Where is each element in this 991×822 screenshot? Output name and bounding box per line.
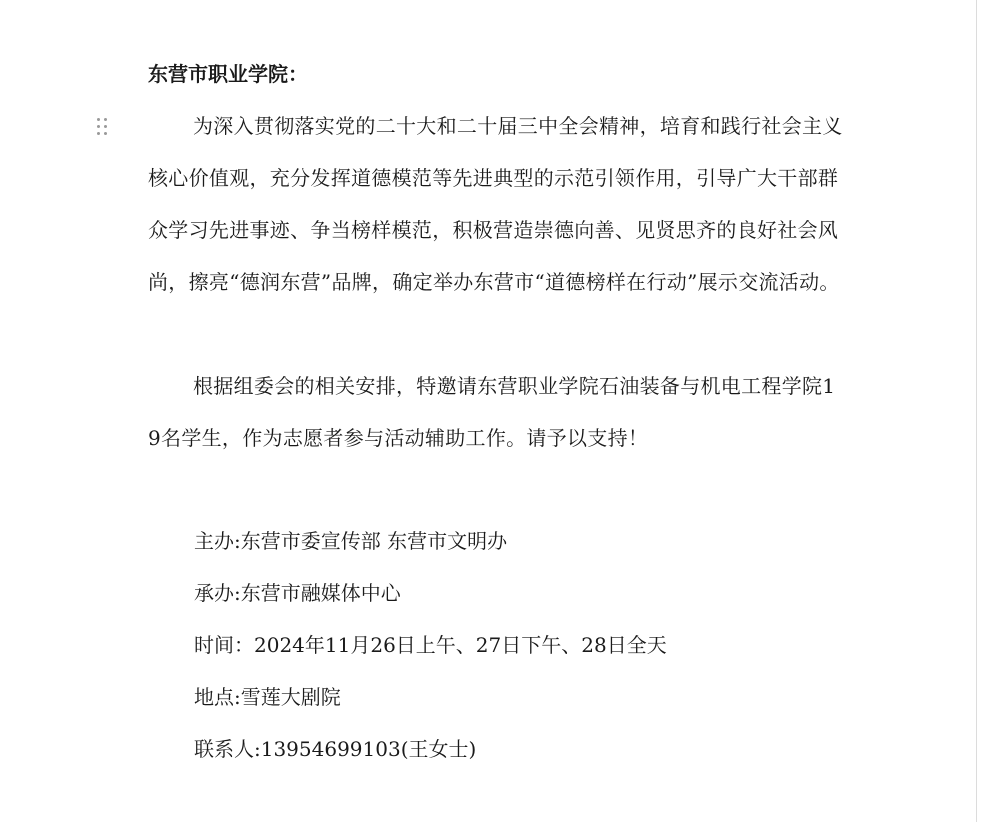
drag-handle-icon[interactable] bbox=[95, 116, 109, 136]
info-undertaker: 承办:东营市融媒体中心 bbox=[194, 581, 401, 605]
page-edge-divider bbox=[976, 0, 977, 822]
info-location: 地点:雪莲大剧院 bbox=[194, 685, 341, 709]
info-organizer: 主办:东营市委宣传部 东营市文明办 bbox=[194, 529, 508, 553]
info-time: 时间：2024年11月26日上午、27日下午、28日全天 bbox=[194, 633, 667, 657]
paragraph-invitation: 根据组委会的相关安排，特邀请东营职业学院石油装备与机电工程学院19名学生，作为志愿者参与活动辅助工作。请予以支持！ bbox=[148, 374, 836, 450]
paragraph-purpose: 为深入贯彻落实党的二十大和二十届三中全会精神，培育和践行社会主义核心价值观，充分发挥道德模范等先进典型的示范引领作用，引导广大干部群众学习先进事迹、争当榜样模范，积极营造崇德向善、见贤思齐的良好社会风尚，擦亮“德润东营”品牌，确定举办东营市“道德榜样在行动”展示交流活动。 bbox=[148, 114, 843, 294]
info-contact: 联系人:13954699103(王女士) bbox=[194, 737, 477, 761]
greeting-line: 东营市职业学院： bbox=[148, 62, 308, 86]
